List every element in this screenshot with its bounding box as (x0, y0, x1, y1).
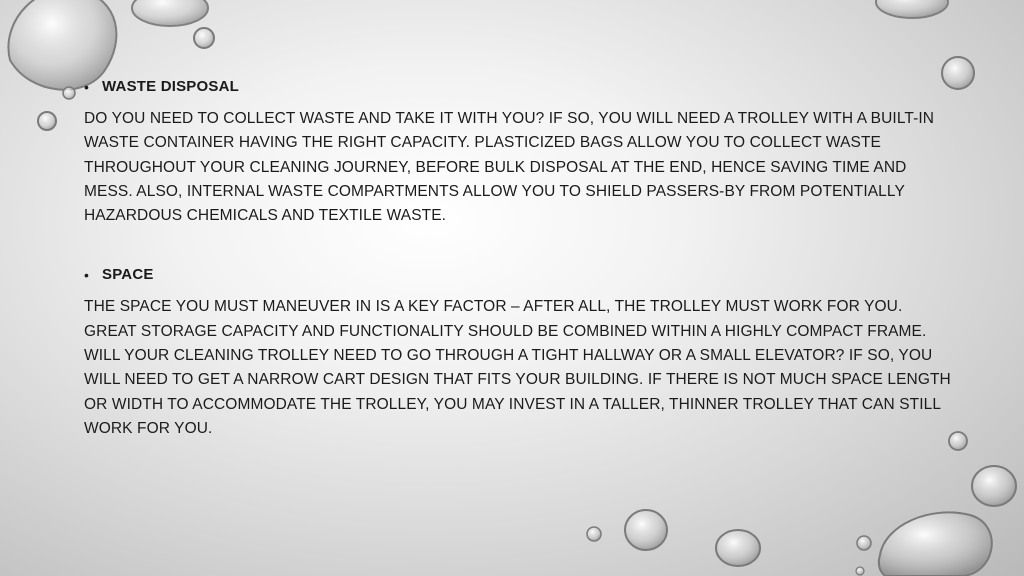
section-heading: SPACE (102, 266, 154, 284)
section-waste-disposal (84, 78, 959, 228)
content-area (84, 78, 959, 441)
water-drop-icon (8, 0, 116, 90)
water-drop-icon (194, 28, 214, 48)
bullet-marker: • (84, 266, 90, 283)
water-drop-icon (63, 87, 75, 99)
water-drop-icon (972, 466, 1016, 506)
bullet-marker: • (84, 78, 90, 95)
water-drop-icon (587, 527, 601, 541)
water-drop-icon (856, 567, 864, 575)
water-drop-icon (716, 530, 760, 566)
water-drop-icon (625, 510, 667, 550)
section-heading: WASTE DISPOSAL (102, 78, 239, 95)
section-body: THE SPACE YOU MUST MANEUVER IN IS A KEY FACTOR – AFTER ALL, THE TROLLEY MUST WORK FOR YOU. GREAT STORAGE CAPACITY AND FUNCTIONALITY SHOULD BE COMBINED WITHIN A HIGHLY COMPACT FRAME. WILL YOUR CLEANING TROLLEY NEED TO GO THROUGH A TIGHT HALLWAY OR A SMALL ELEVATOR? IF SO, YOU WILL NEED TO GET A NARROW CART DESIGN THAT FITS YOUR BUILDING. IF THERE IS NOT MUCH SPACE LENGTH OR WIDTH TO ACCOMMODATE THE TROLLEY, YOU MAY INVEST IN A TALLER, THINNER TROLLEY THAT CAN STILL WORK FOR YOU. (84, 298, 951, 437)
section-body: DO YOU NEED TO COLLECT WASTE AND TAKE IT WITH YOU? IF SO, YOU WILL NEED A TROLLEY WITH A BUILT-IN WASTE CONTAINER HAVING THE RIGHT CAPACITY. PLASTICIZED BAGS ALLOW YOU TO COLLECT WASTE THROUGHOUT YOUR CLEANING JOURNEY, BEFORE BULK DISPOSAL AT THE END, HENCE SAVING TIME AND MESS. ALSO, INTERNAL WASTE COMPARTMENTS ALLOW YOU TO SHIELD PASSERS-BY FROM POTENTIALLY HAZARDOUS CHEMICALS AND TEXTILE WASTE. (84, 110, 935, 225)
water-drop-icon (38, 112, 56, 130)
bullet-heading (84, 266, 959, 283)
section-space (84, 266, 959, 441)
water-drop-icon (879, 512, 992, 576)
water-drop-icon (857, 536, 871, 550)
bullet-heading (84, 78, 959, 95)
water-drop-icon (132, 0, 208, 26)
water-drop-icon (876, 0, 948, 18)
